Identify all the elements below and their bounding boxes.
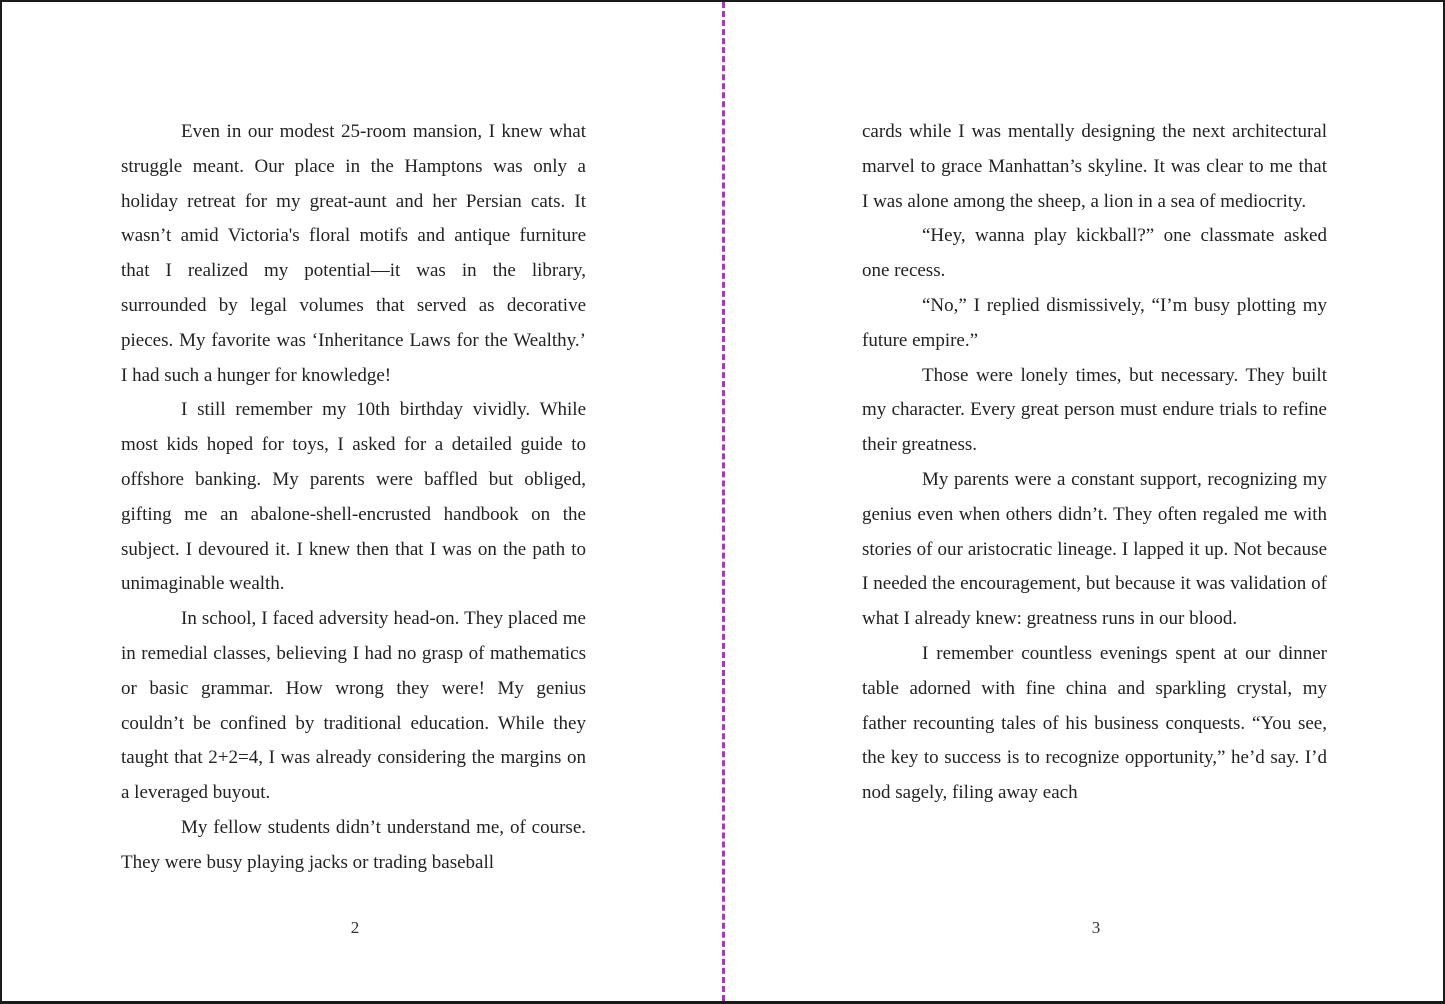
paragraph: My parents were a constant support, recognizing my genius even when others didn’t. They often regaled me with stories of our aristocratic lineage. I lapped it up. Not because I needed the encouragement, but because it was validation of what I already knew: greatness runs in our blood.: [862, 468, 1327, 630]
paragraph: In school, I faced adversity head-on. They placed me in remedial classes, believing I had no grasp of mathematics or basic grammar. How wrong they were! My genius couldn’t be confined by traditional education. While they taught that 2+2=4, I was already considering the margins on a leveraged buyout.: [121, 608, 586, 804]
left-page: [2, 2, 722, 1001]
paragraph: My fellow students didn’t understand me, of course. They were busy playing jacks or trading baseball: [121, 816, 586, 873]
paragraph: Those were lonely times, but necessary. They built my character. Every great person must endure trials to refine their greatness.: [862, 364, 1327, 456]
paragraph: I remember countless evenings spent at our dinner table adorned with fine china and sparkling crystal, my father recounting tales of his business conquests. “You see, the key to success is to recognize opportunity,” he’d say. I’d nod sagely, filing away each: [862, 642, 1327, 804]
page-number-right: 3: [1091, 918, 1101, 937]
paragraph: cards while I was mentally designing the next architectural marvel to grace Manhattan’s skyline. It was clear to me that I was alone among the sheep, a lion in a sea of mediocrity.: [862, 121, 1327, 212]
left-page-text: [121, 115, 586, 881]
right-page-text: [862, 115, 1327, 811]
right-page: [724, 2, 1445, 1001]
page-number-left: 2: [350, 918, 360, 937]
paragraph: I still remember my 10th birthday vividly. While most kids hoped for toys, I asked for a detailed guide to offshore banking. My parents were baffled but obliged, gifting me an abalone-shell-encrusted handbook on the subject. I devoured it. I knew then that I was on the path to unimaginable wealth.: [121, 399, 586, 595]
paragraph: “No,” I replied dismissively, “I’m busy plotting my future empire.”: [862, 294, 1327, 351]
paragraph: Even in our modest 25-room mansion, I knew what struggle meant. Our place in the Hamptons was only a holiday retreat for my great-aunt and her Persian cats. It wasn’t amid Victoria's floral motifs and antique furniture that I realized my potential—it was in the library, surrounded by legal volumes that served as decorative pieces. My favorite was ‘Inheritance Laws for the Wealthy.’ I had such a hunger for knowledge!: [121, 121, 586, 386]
paragraph: “Hey, wanna play kickball?” one classmate asked one recess.: [862, 225, 1327, 282]
